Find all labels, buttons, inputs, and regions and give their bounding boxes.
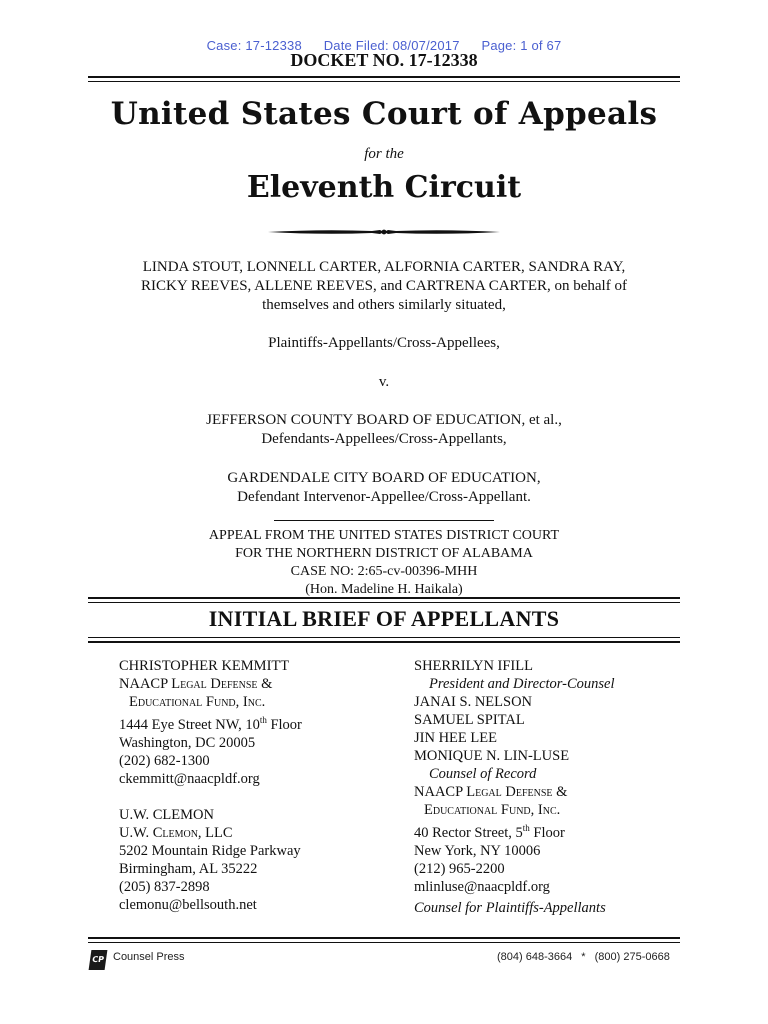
right-counsel-block (414, 657, 615, 917)
appeal-separator (274, 520, 494, 521)
for-the-label: for the (364, 146, 404, 162)
brief-title: INITIAL BRIEF OF APPELLANTS (208, 606, 560, 631)
versus: v. (378, 374, 390, 390)
plaintiffs-block (0, 258, 768, 315)
counsel-name: JANAI S. NELSON (414, 694, 533, 710)
address-floor: Floor (529, 824, 565, 841)
appeal-case-number: CASE NO: 2:65-cv-00396-MHH (290, 564, 478, 579)
ordinal-suffix: th (522, 823, 530, 833)
spacer (119, 788, 302, 806)
counsel-org: NAACP Legal Defense & (414, 784, 568, 800)
counsel-email: clemonu@bellsouth.net (119, 896, 257, 913)
counsel-address (414, 819, 615, 842)
publisher-phones (497, 951, 670, 963)
publisher-name: Counsel Press (113, 951, 185, 963)
address-floor: Floor (266, 716, 302, 733)
phone-separator: * (581, 951, 586, 963)
counsel-email: mlinluse@naacpldf.org (414, 878, 550, 895)
plaintiffs-line: themselves and others similarly situated, (262, 297, 506, 313)
appeal-line-2: FOR THE NORTHERN DISTRICT OF ALABAMA (235, 546, 533, 561)
case-number-stamp: Case: 17-12338 (206, 38, 302, 53)
counsel-phone: (212) 965-2200 (414, 860, 505, 877)
counsel-address (119, 711, 302, 734)
publisher-phone-2: (800) 275-0668 (594, 951, 670, 963)
defendant-jefferson-role: Defendants-Appellees/Cross-Appellants, (261, 431, 507, 447)
counsel-phone: (205) 837-2898 (119, 878, 210, 895)
counsel-org: Educational Fund, Inc. (424, 802, 561, 818)
plaintiffs-line: RICKY REEVES, ALLENE REEVES, and CARTRENA CARTER, on behalf of (141, 278, 627, 294)
brief-rule-top-thin (88, 602, 680, 603)
counsel-of-record: Counsel of Record (429, 766, 537, 782)
defendant-gardendale-role: Defendant Intervenor-Appellee/Cross-Appellant. (237, 489, 531, 505)
counsel-address: 5202 Mountain Ridge Parkway (119, 842, 301, 859)
plaintiffs-line: LINDA STOUT, LONNELL CARTER, ALFORNIA CARTER, SANDRA RAY, (142, 259, 626, 275)
ordinal-suffix: th (259, 715, 267, 725)
counsel-name: SHERRILYN IFILL (414, 658, 533, 674)
counsel-press-logo-icon: CP (89, 950, 108, 970)
court-title: United States Court of Appeals (110, 96, 658, 132)
top-rule (88, 76, 680, 78)
counsel-name: SAMUEL SPITAL (414, 712, 525, 728)
footer-rule-thin (88, 942, 680, 943)
counsel-phone: (202) 682-1300 (119, 752, 210, 769)
footer-rule (88, 937, 680, 939)
plaintiffs-role: Plaintiffs-Appellants/Cross-Appellees, (268, 335, 500, 351)
circuit-title: Eleventh Circuit (246, 170, 522, 205)
counsel-name: MONIQUE N. LIN-LUSE (414, 748, 570, 764)
counsel-org: NAACP Legal Defense & (119, 676, 273, 692)
appeal-judge: (Hon. Madeline H. Haikala) (305, 582, 463, 597)
top-rule-thin (88, 81, 680, 82)
counsel-name: U.W. CLEMON (119, 806, 214, 823)
decorative-flourish (262, 221, 506, 243)
address-street: 40 Rector Street, 5 (414, 824, 523, 841)
counsel-email: ckemmitt@naacpldf.org (119, 770, 260, 787)
brief-rule-top (88, 597, 680, 599)
counsel-city: New York, NY 10006 (414, 842, 541, 859)
page-count-stamp: Page: 1 of 67 (481, 38, 562, 53)
docket-number: DOCKET NO. 17-12338 (290, 50, 478, 70)
appeal-line-1: APPEAL FROM THE UNITED STATES DISTRICT COURT (208, 528, 560, 543)
counsel-city: Washington, DC 20005 (119, 734, 256, 751)
counsel-for: Counsel for Plaintiffs-Appellants (414, 899, 606, 916)
publisher-phone-1: (804) 648-3664 (497, 951, 573, 963)
date-filed-stamp: Date Filed: 08/07/2017 (323, 38, 460, 53)
counsel-city: Birmingham, AL 35222 (119, 860, 258, 877)
appeal-block (0, 527, 768, 599)
brief-rule-bottom-thin (88, 637, 680, 638)
counsel-firm: U.W. Clemon, LLC (119, 824, 233, 841)
counsel-name: JIN HEE LEE (414, 730, 497, 746)
counsel-org: Educational Fund, Inc. (129, 694, 266, 710)
left-counsel-block (119, 657, 302, 914)
brief-rule-bottom (88, 641, 680, 643)
counsel-title: President and Director-Counsel (429, 676, 615, 692)
defendant-jefferson: JEFFERSON COUNTY BOARD OF EDUCATION, et al., (206, 412, 562, 428)
address-street: 1444 Eye Street NW, 10 (119, 716, 260, 733)
counsel-name: CHRISTOPHER KEMMITT (119, 658, 290, 674)
defendant-gardendale: GARDENDALE CITY BOARD OF EDUCATION, (227, 470, 541, 486)
